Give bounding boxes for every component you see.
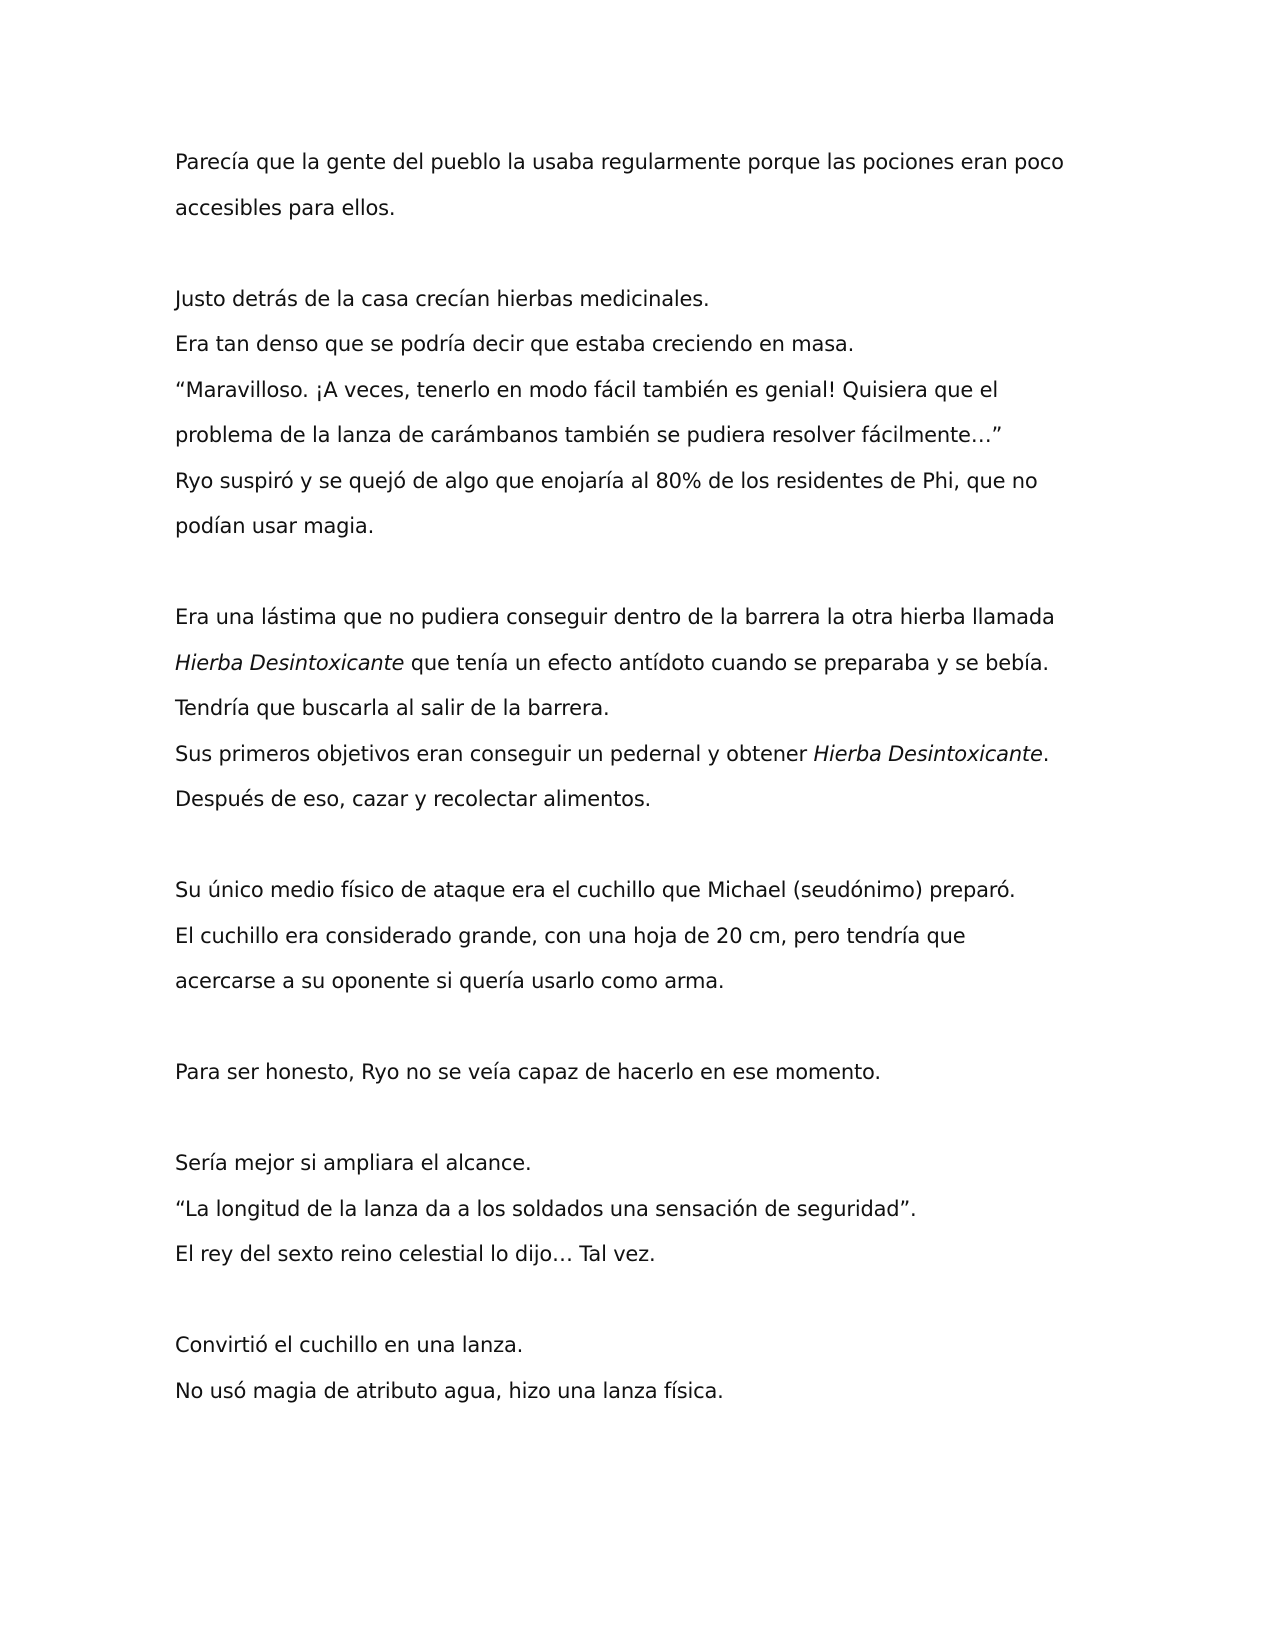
text-segment: Sus primeros objetivos eran conseguir un pedernal y obtener <box>175 741 814 766</box>
text-line: problema de la lanza de carámbanos también se pudiera resolver fácilmente…” <box>175 423 1003 447</box>
paragraph-break <box>175 550 1115 596</box>
text-line: Era tan denso que se podría decir que estaba creciendo en masa. <box>175 332 855 356</box>
text-line: “Maravilloso. ¡A veces, tenerlo en modo fácil también es genial! Quisiera que el <box>175 377 998 402</box>
text-segment: que tenía un efecto antídoto cuando se preparaba y se bebía. <box>404 650 1049 675</box>
text-line: Después de eso, cazar y recolectar alimentos. <box>175 787 652 811</box>
text-line: Parecía que la gente del pueblo la usaba regularmente porque las pociones eran poco <box>175 150 1064 174</box>
text-segment: . <box>1042 741 1050 766</box>
paragraph-break <box>175 1278 1115 1324</box>
text-line: No usó magia de atributo agua, hizo una lanza física. <box>175 1378 724 1403</box>
text-line <box>175 641 1115 687</box>
text-line: Tendría que buscarla al salir de la barrera. <box>175 696 610 720</box>
document-body <box>175 140 1115 1414</box>
text-line: podían usar magia. <box>175 514 375 538</box>
text-line: Su único medio físico de ataque era el cuchillo que Michael (seudónimo) preparó. <box>175 878 1016 902</box>
paragraph-break <box>175 1005 1115 1051</box>
paragraph-break <box>175 823 1115 869</box>
paragraph-break <box>175 1096 1115 1142</box>
text-line: El rey del sexto reino celestial lo dijo… Tal vez. <box>175 1242 656 1266</box>
paragraph-break <box>175 231 1115 277</box>
text-line: Convirtió el cuchillo en una lanza. <box>175 1333 524 1357</box>
text-line: accesibles para ellos. <box>175 195 396 220</box>
text-line: Era una lástima que no pudiera conseguir dentro de la barrera la otra hierba llamada <box>175 605 1055 629</box>
text-line: Justo detrás de la casa crecían hierbas medicinales. <box>175 286 710 311</box>
text-line: acercarse a su oponente si quería usarlo como arma. <box>175 969 725 993</box>
text-line: Para ser honesto, Ryo no se veía capaz de hacerlo en ese momento. <box>175 1060 881 1084</box>
text-line <box>175 732 1115 778</box>
italic-term: Hierba Desintoxicante <box>175 650 405 675</box>
text-line: Sería mejor si ampliara el alcance. <box>175 1151 532 1175</box>
italic-term: Hierba Desintoxicante <box>813 741 1043 766</box>
text-line: Ryo suspiró y se quejó de algo que enojaría al 80% de los residentes de Phi, que no <box>175 468 1038 493</box>
text-line: El cuchillo era considerado grande, con una hoja de 20 cm, pero tendría que <box>175 923 966 948</box>
text-line: “La longitud de la lanza da a los soldados una sensación de seguridad”. <box>175 1196 917 1221</box>
